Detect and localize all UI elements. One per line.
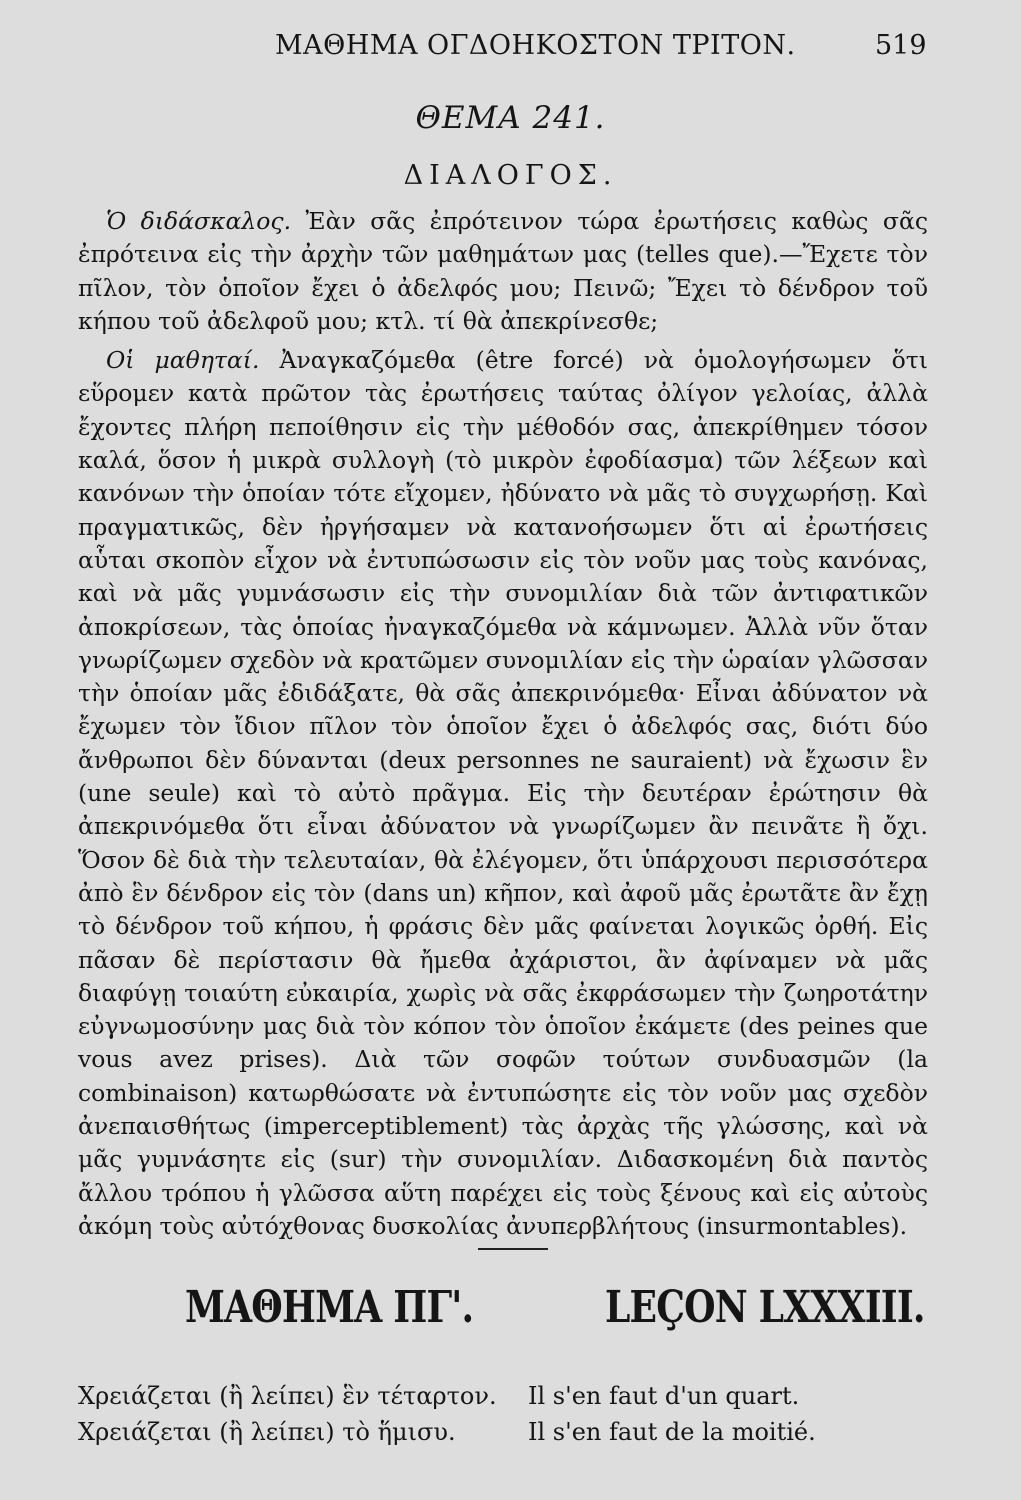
speaker-teacher: Ὁ διδάσκαλος. — [106, 207, 292, 235]
phrase-greek: Χρειάζεται (ἢ λείπει) τὸ ἥμισυ. — [78, 1418, 456, 1446]
phrase-french: Il s'en faut d'un quart. — [528, 1382, 800, 1410]
page-header — [0, 30, 1021, 70]
phrase-row — [78, 1414, 958, 1450]
page-number: 519 — [875, 30, 927, 61]
speaker-students: Οἱ μαθηταί. — [106, 346, 260, 375]
lesson-title-greek: ΜΑΘΗΜΑ ΠΓ'. — [185, 1282, 474, 1333]
theme-title: ΘΕΜΑ 241. — [415, 100, 606, 136]
lesson-heading — [0, 1282, 1021, 1352]
phrase-list — [78, 1378, 958, 1450]
dialogue-heading: ΔΙΑΛΟΓΟΣ. — [403, 160, 618, 191]
paragraph-students — [78, 344, 928, 1243]
paragraph-text: Ἐὰν σᾶς ἐπρότεινον τώρα ἐρωτήσεις καθὼς σᾶς ἐπρότεινα εἰς τὴν ἀρχὴν τῶν μαθημάτων μας (telles que).—Ἔχετε τὸν πῖλον, τὸν ὁποῖον ἔχει ὁ ἀδελφός μου; Πεινῶ; Ἔχει τὸ δένδρον τοῦ κήπου τοῦ ἀδελφοῦ μου; κτλ. τί θὰ ἀπεκρίνεσθε; — [78, 207, 928, 335]
paragraph-text: Ἀναγκαζόμεθα (être forcé) νὰ ὁμολογήσωμεν ὅτι εὕρομεν κατὰ πρῶτον τὰς ἐρωτήσεις ταύτας ὀλίγον γελοίας, ἀλλὰ ἔχοντες πλήρη πεποίθησιν εἰς τὴν μέθοδόν σας, ἀπεκρίθημεν τόσον καλά, ὅσον ἡ μικρὰ συλλογὴ (τὸ μικρὸν ἐφοδίασμα) τῶν λέξεων καὶ κανόνων τὴν ὁποίαν τότε εἴχομεν, ἠδύνατο νὰ μᾶς τὸ συγχωρήσῃ. Καὶ πραγματικῶς, δὲν ἠργήσαμεν νὰ κατανοήσωμεν ὅτι αἱ ἐρωτήσεις αὗται σκοπὸν εἶχον νὰ ἐντυπώσωσιν εἰς τὸν νοῦν μας τοὺς κανόνας, καὶ νὰ μᾶς γυμνάσωσιν εἰς τὴν συνομιλίαν διὰ τῶν ἀντιφατικῶν ἀποκρίσεων, τὰς ὁποίας ἠναγκαζόμεθα νὰ κάμνωμεν. Ἀλλὰ νῦν ὅταν γνωρίζωμεν σχεδὸν νὰ κρατῶμεν συνομιλίαν εἰς τὴν ὡραίαν γλῶσσαν τὴν ὁποίαν μᾶς ἐδιδάξατε, θὰ σᾶς ἀπεκρινόμεθα· Εἶναι ἀδύνατον νὰ ἔχωμεν τὸν ἴδιον πῖλον τὸν ὁποῖον ἔχει ὁ ἀδελφός σας, διότι δύο ἄνθρωποι δὲν δύνανται (deux personnes ne sauraient) νὰ ἔχωσιν ἓν (une seule) καὶ τὸ αὐτὸ πρᾶγμα. Εἰς τὴν δευτέραν ἐρώτησιν θὰ ἀπεκρινόμεθα ὅτι εἶναι ἀδύνατον νὰ γνωρίζωμεν ἂν πεινᾶτε ἢ ὄχι. Ὅσον δὲ διὰ τὴν τελευταίαν, θὰ ἐλέγομεν, ὅτι ὑπάρχουσι περισσότερα ἀπὸ ἓν δένδρον εἰς τὸν (dans un) κῆπον, καὶ ἀφοῦ μᾶς ἐρωτᾶτε ἂν ἔχῃ τὸ δένδρον τοῦ κήπου, ἡ φράσις δὲν μᾶς φαίνεται λογικῶς ὀρθή. Εἰς πᾶσαν δὲ περίστασιν θὰ ἤμεθα ἀχάριστοι, ἂν ἀφίναμεν νὰ μᾶς διαφύγῃ τοιαύτη εὐκαιρία, χωρὶς νὰ σᾶς ἐκφράσωμεν τὴν ζωηροτάτην εὐγνωμοσύνην μας διὰ τὸν κόπον τὸν ὁποῖον ἐκάμετε (des peines que vous avez prises). Διὰ τῶν σοφῶν τούτων συνδυασμῶν (la combinaison) κατωρθώσατε νὰ ἐντυπώσητε εἰς τὸν νοῦν μας σχεδὸν ἀνεπαισθήτως (imperceptiblement) τὰς ἀρχὰς τῆς γλώσσης, καὶ νὰ μᾶς γυμνάσητε εἰς (sur) τὴν συνομιλίαν. Διδασκομένη διὰ παντὸς ἄλλου τρόπου ἡ γλῶσσα αὕτη παρέχει εἰς τοὺς ξένους καὶ εἰς αὐτοὺς ἀκόμη τοὺς αὐτόχθονας δυσκολίας ἀνυπερβλήτους (insurmontables). — [78, 346, 928, 1240]
section-divider — [478, 1248, 548, 1250]
lesson-title-french: LEÇON LXXXIII. — [605, 1282, 925, 1333]
paragraph-teacher — [78, 205, 928, 338]
phrase-greek: Χρειάζεται (ἢ λείπει) ἓν τέταρτον. — [78, 1382, 497, 1410]
running-head: ΜΑΘΗΜΑ ΟΓΔΟΗΚΟΣΤΟΝ ΤΡΙΤΟΝ. — [275, 30, 796, 61]
phrase-french: Il s'en faut de la moitié. — [528, 1418, 816, 1446]
dialogue-body — [78, 205, 928, 1249]
phrase-row — [78, 1378, 958, 1414]
